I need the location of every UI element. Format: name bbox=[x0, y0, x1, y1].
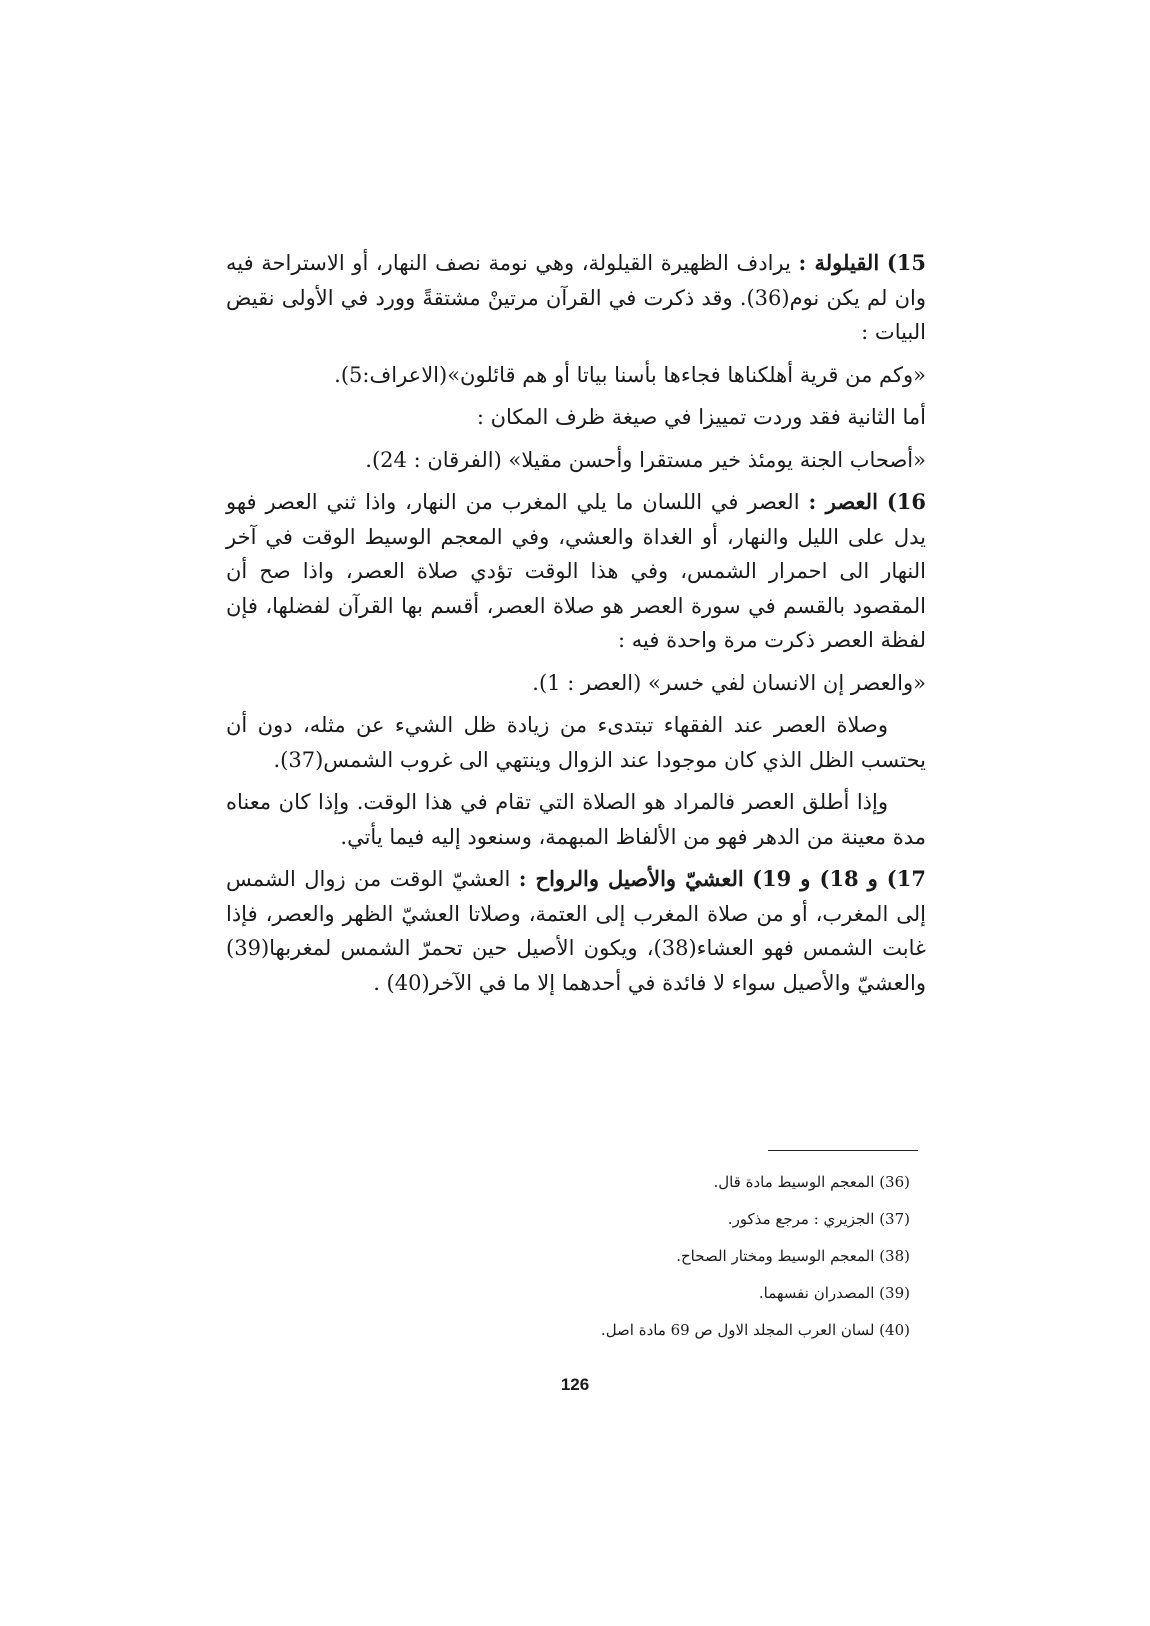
paragraph-17 bbox=[226, 862, 926, 1000]
quran-quote: «والعصر إن الانسان لفي خسر» (العصر : 1). bbox=[532, 670, 926, 695]
entry-number: 15) bbox=[886, 250, 926, 275]
footnote-divider bbox=[768, 1150, 918, 1151]
entry-number: 16) bbox=[886, 489, 926, 514]
entry-term: العشيّ والأصيل والرواح : bbox=[518, 866, 744, 891]
quran-quote: «وكم من قرية أهلكناها فجاءها بأسنا بياتا أو هم قائلون»(الاعراف:5). bbox=[334, 362, 926, 387]
paragraph-16 bbox=[226, 485, 926, 658]
footnote: (38) المعجم الوسيط ومختار الصحاح. bbox=[676, 1247, 910, 1265]
footnote: (36) المعجم الوسيط مادة قال. bbox=[713, 1173, 910, 1191]
footnote: (37) الجزيري : مرجع مذكور. bbox=[727, 1210, 910, 1228]
main-text bbox=[226, 246, 926, 1008]
page-number: 126 bbox=[560, 1375, 590, 1394]
paragraph-text: أما الثانية فقد وردت تمييزا في صيغة ظرف المكان : bbox=[476, 405, 926, 429]
paragraph-text: العشيّ الوقت من زوال الشمس إلى المغرب، أو من صلاة المغرب إلى العتمة، وصلاتا العشيّ الظهر والعصر، فإذا غابت الشمس فهو العشاء(38)، ويكون الأصيل حين تحمرّ الشمس لمغربها(39) والعشيّ والأصيل سواء لا فائدة في أحدهما إلا ما في الآخر(40) . bbox=[226, 867, 926, 995]
entry-term: العصر : bbox=[808, 489, 878, 514]
paragraph-text: يرادف الظهيرة القيلولة، وهي نومة نصف النهار، أو الاستراحة فيه وان لم يكن نوم(36). وقد ذكرت في القرآن مرتينْ مشتقةً وورد في الأولى نقيض البيات : bbox=[226, 251, 926, 344]
paragraph-text: وإذا أطلق العصر فالمراد هو الصلاة التي تقام في هذا الوقت. وإذا كان معناه مدة معينة من الدهر فهو من الألفاظ المبهمة، وسنعود إليه فيما يأتي. bbox=[226, 790, 926, 849]
paragraph-text: وصلاة العصر عند الفقهاء تبتدىء من زيادة ظل الشيء عن مثله، دون أن يحتسب الظل الذي كان موجودا عند الزوال وينتهي الى غروب الشمس(37). bbox=[226, 713, 926, 772]
paragraph-text: العصر في اللسان ما يلي المغرب من النهار، واذا ثني العصر فهو يدل على الليل والنهار، أو الغداة والعشي، وفي المعجم الوسيط الوقت في آخر النهار الى احمرار الشمس، وفي هذا الوقت تؤدي صلاة العصر، واذا صح أن المقصود بالقسم في سورة العصر هو صلاة العصر، أقسم بها القرآن لفضلها، فإن لفظة العصر ذكرت مرة واحدة فيه : bbox=[226, 490, 926, 652]
footnotes bbox=[300, 1170, 910, 1355]
footnote: (40) لسان العرب المجلد الاول ص 69 مادة اصل. bbox=[600, 1321, 910, 1339]
footnote: (39) المصدران نفسهما. bbox=[758, 1284, 910, 1302]
entry-term: القيلولة : bbox=[798, 250, 880, 275]
entry-number: 17) و 18) و 19) bbox=[752, 866, 926, 891]
paragraph-15 bbox=[226, 246, 926, 350]
quran-quote: «أصحاب الجنة يومئذ خير مستقرا وأحسن مقيلا» (الفرقان : 24). bbox=[365, 447, 926, 472]
